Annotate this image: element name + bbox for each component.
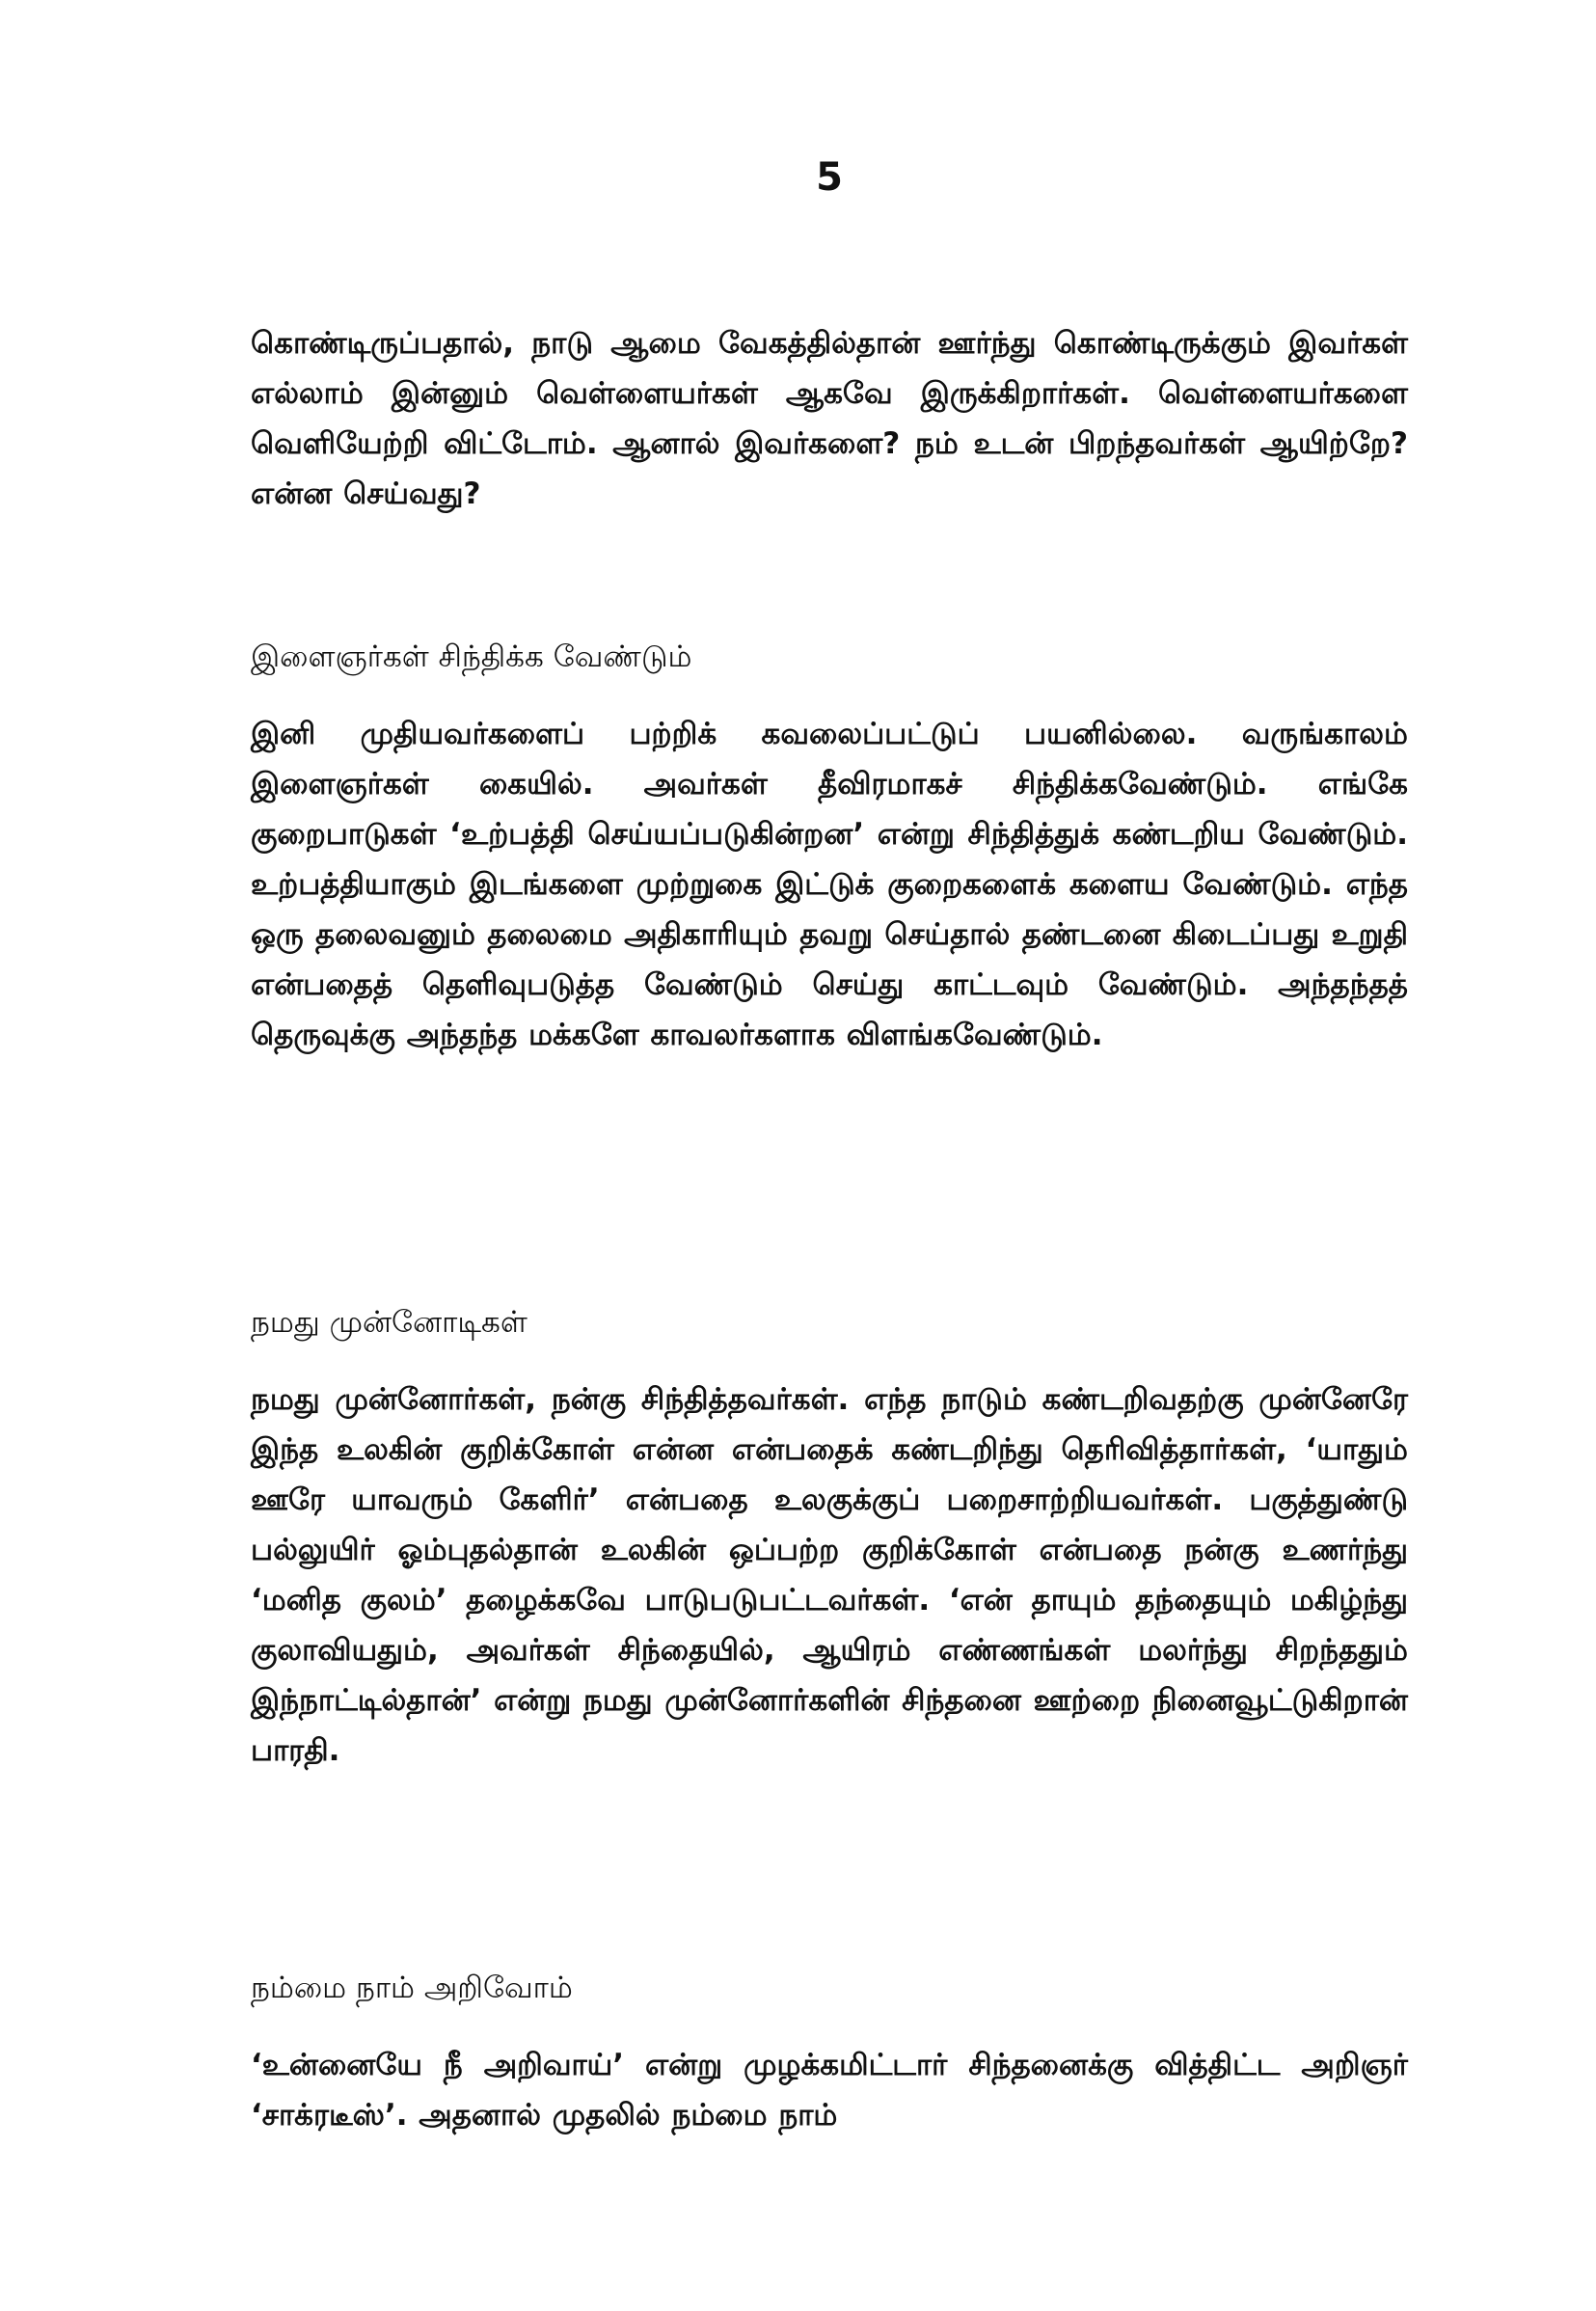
paragraph-ancestors: நமது முன்னோர்கள், நன்கு சிந்தித்தவர்கள். எந்த நாடும் கண்டறிவதற்கு முன்னேரே இந்த உலகின் குறிக்கோள் என்ன என்பதைக் கண்டறிந்து தெரிவித்தார்கள், ‘யாதும் ஊரே யாவரும் கேளிர்’ என்பதை உலகுக்குப் பறைசாற்றியவர்கள். பகுத்துண்டு பல்லுயிர் ஓம்புதல்தான் உலகின் ஒப்பற்ற குறிக்கோள் என்பதை நன்கு உணர்ந்து ‘மனித குலம்’ தழைக்கவே பாடுபடுபட்டவர்கள். ‘என் தாயும் தந்தையும் மகிழ்ந்து குலாவியதும், அவர்கள் சிந்தையில், ஆயிரம் எண்ணங்கள் மலர்ந்து சிறந்ததும் இந்நாட்டில்தான்’ என்று நமது முன்னோர்களின் சிந்தனை ஊற்றை நினைவூட்டுகிறான் பாரதி. <box>251 1382 1408 1768</box>
section-heading-ancestors: நமது முன்னோடிகள் <box>251 1305 527 1340</box>
paragraph-know-ourselves: ‘உன்னையே நீ அறிவாய்’ என்று முழக்கமிட்டார் சிந்தனைக்கு வித்திட்ட அறிஞர் ‘சாக்ரடீஸ்’. அதனால் முதலில் நம்மை நாம் <box>251 2048 1408 2133</box>
page-number: 5 <box>816 155 843 200</box>
section-heading-know-ourselves: நம்மை நாம் அறிவோம் <box>251 1971 573 2005</box>
paragraph-youth: இனி முதியவர்களைப் பற்றிக் கவலைப்பட்டுப் பயனில்லை. வருங்காலம் இளைஞர்கள் கையில். அவர்கள் தீவிரமாகச் சிந்திக்கவேண்டும். எங்கே குறைபாடுகள் ‘உற்பத்தி செய்யப்படுகின்றன’ என்று சிந்தித்துக் கண்டறிய வேண்டும். உற்பத்தியாகும் இடங்களை முற்றுகை இட்டுக் குறைகளைக் களைய வேண்டும். எந்த ஒரு தலைவனும் தலைமை அதிகாரியும் தவறு செய்தால் தண்டனை கிடைப்பது உறுதி என்பதைத் தெளிவுபடுத்த வேண்டும் செய்து காட்டவும் வேண்டும். அந்தந்தத் தெருவுக்கு அந்தந்த மக்களே காவலர்களாக விளங்கவேண்டும். <box>251 717 1408 1052</box>
book-page <box>251 0 1408 2311</box>
section-heading-youth: இளைஞர்கள் சிந்திக்க வேண்டும் <box>251 639 692 674</box>
paragraph-continuation: கொண்டிருப்பதால், நாடு ஆமை வேகத்தில்தான் ஊர்ந்து கொண்டிருக்கும் இவர்கள் எல்லாம் இன்னும் வெள்ளையர்கள் ஆகவே இருக்கிறார்கள். வெள்ளையர்களை வெளியேற்றி விட்டோம். ஆனால் இவர்களை? நம் உடன் பிறந்தவர்கள் ஆயிற்றே? என்ன செய்வது? <box>251 326 1408 511</box>
